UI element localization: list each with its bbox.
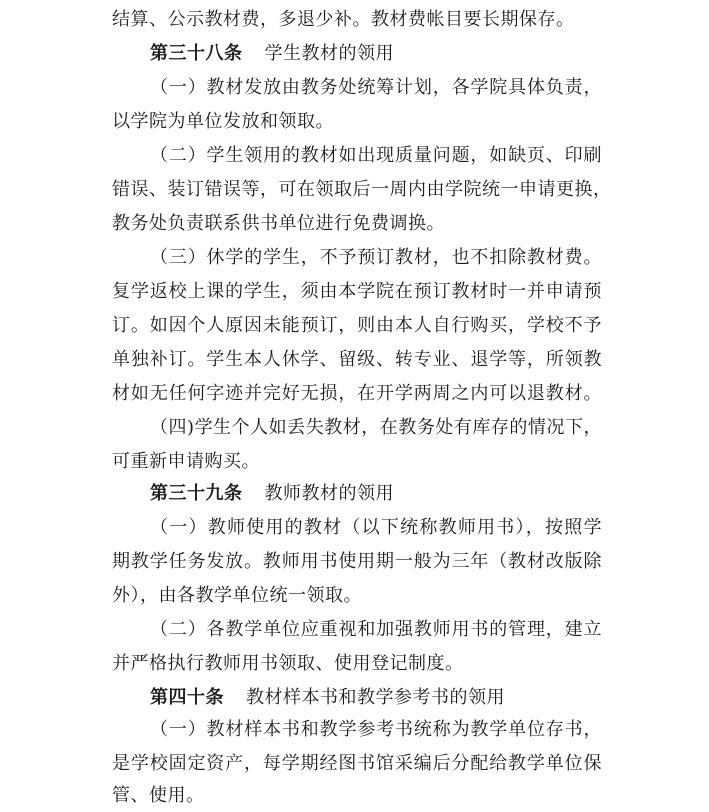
text-line: 订。如因个人原因未能预订，则由本人自行购买，学校不予 bbox=[112, 315, 602, 336]
text-line: （一）教材发放由教务处统筹计划，各学院具体负责， bbox=[150, 77, 602, 98]
article-title: 教材样本书和教学参考书的领用 bbox=[246, 687, 505, 708]
text-line: （一）教材样本书和教学参考书统称为教学单位存书， bbox=[150, 719, 602, 740]
text-line: 教务处负责联系供书单位进行免费调换。 bbox=[112, 213, 445, 234]
text-line: （四)学生个人如丢失教材，在教务处有库存的情况下， bbox=[150, 417, 602, 438]
text-line: （一）教师使用的教材（以下统称教师用书），按照学 bbox=[150, 517, 602, 538]
article-heading bbox=[150, 38, 602, 70]
article-title: 教师教材的领用 bbox=[264, 483, 394, 504]
article-title: 学生教材的领用 bbox=[264, 43, 394, 64]
text-line: 错误、装订错误等，可在领取后一周内由学院统一申请更换， bbox=[112, 179, 612, 200]
text-line: （二）学生领用的教材如出现质量问题，如缺页、印刷 bbox=[150, 145, 602, 166]
text-line: 以学院为单位发放和领取。 bbox=[112, 111, 334, 132]
text-line: 复学返校上课的学生，须由本学院在预订教材时一并申请预 bbox=[112, 281, 602, 302]
text-line: 结算、公示教材费，多退少补。教材费帐目要长期保存。 bbox=[112, 9, 575, 30]
article-number: 第三十八条 bbox=[150, 43, 243, 64]
text-line: 期教学任务发放。教师用书使用期一般为三年（教材改版除 bbox=[112, 551, 602, 572]
text-line: 外），由各教学单位统一领取。 bbox=[112, 585, 362, 606]
text-line: 可重新申请购买。 bbox=[112, 451, 260, 472]
text-line: （三）休学的学生，不予预订教材，也不扣除教材费。 bbox=[150, 247, 602, 268]
article-heading bbox=[150, 682, 602, 714]
article-heading bbox=[150, 478, 602, 510]
text-line: 材如无任何字迹并完好无损，在开学两周之内可以退教材。 bbox=[112, 383, 602, 404]
text-line: 并严格执行教师用书领取、使用登记制度。 bbox=[112, 653, 464, 674]
text-line: 单独补订。学生本人休学、留级、转专业、退学等，所领教 bbox=[112, 349, 602, 370]
article-number: 第四十条 bbox=[150, 687, 224, 708]
text-line: 管、使用。 bbox=[112, 785, 205, 806]
article-number: 第三十九条 bbox=[150, 483, 243, 504]
text-line: 是学校固定资产，每学期经图书馆采编后分配给教学单位保 bbox=[112, 753, 602, 774]
text-line: （二）各教学单位应重视和加强教师用书的管理，建立 bbox=[150, 619, 602, 640]
